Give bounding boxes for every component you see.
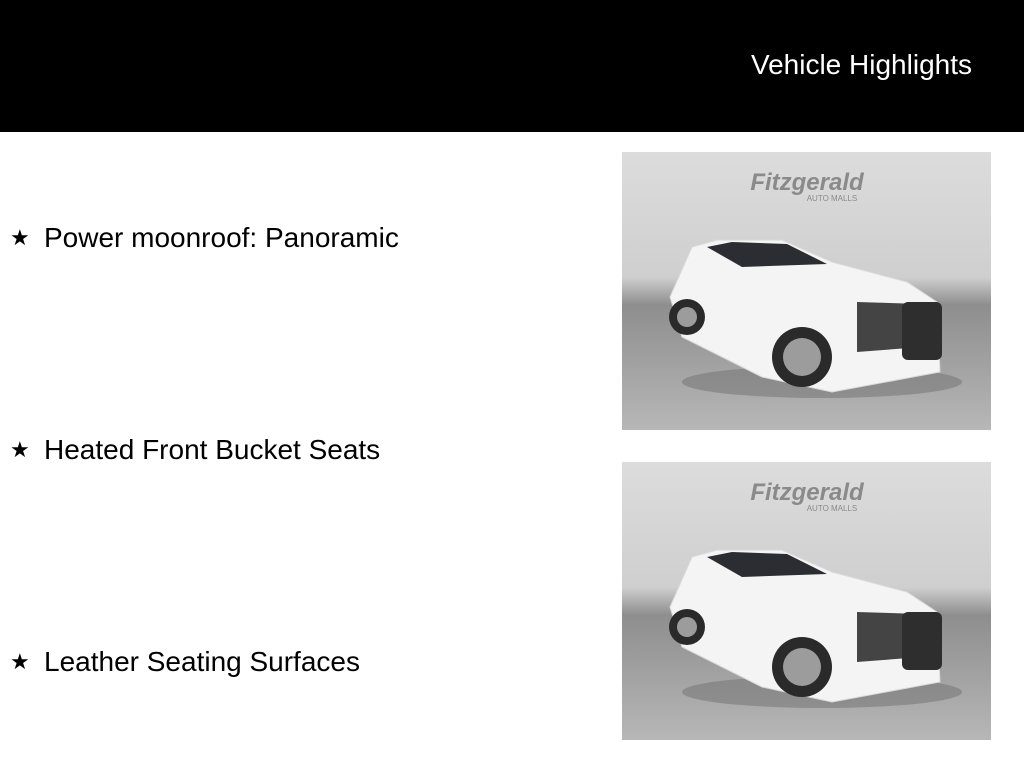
feature-item xyxy=(10,434,380,466)
feature-label: Power moonroof: Panoramic xyxy=(44,222,399,253)
feature-label: Heated Front Bucket Seats xyxy=(44,434,381,465)
feature-item xyxy=(10,222,399,254)
star-icon: ★ xyxy=(10,437,30,462)
feature-label: Leather Seating Surfaces xyxy=(44,646,360,677)
dealer-logo-subtitle: AUTO MALLS xyxy=(806,504,858,513)
dealer-logo-subtitle: AUTO MALLS xyxy=(806,194,858,203)
vehicle-photo[interactable] xyxy=(622,462,991,740)
feature-item xyxy=(10,646,360,678)
page-title: Vehicle Highlights xyxy=(750,49,972,80)
star-icon: ★ xyxy=(10,649,30,674)
dealer-logo: Fitzgerald xyxy=(750,169,864,196)
vehicle-photo[interactable] xyxy=(622,152,991,430)
star-icon: ★ xyxy=(10,225,30,250)
header-bar xyxy=(0,0,1024,132)
dealer-logo: Fitzgerald xyxy=(750,479,864,506)
